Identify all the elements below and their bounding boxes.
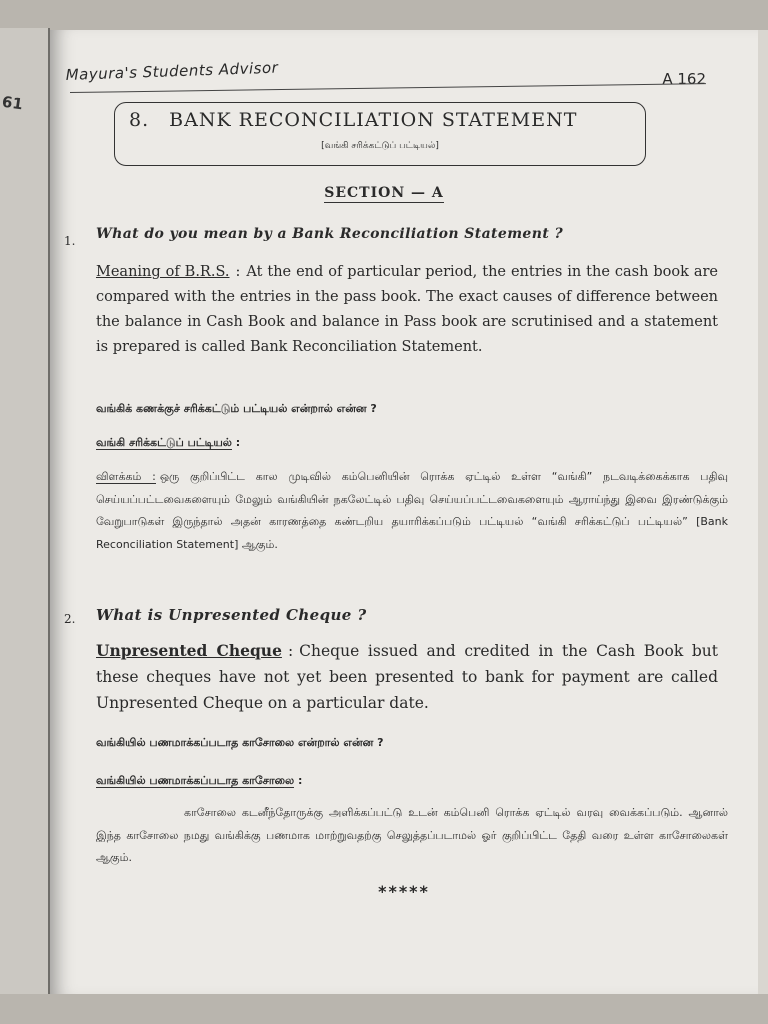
answer-1-term: Meaning of B.R.S. <box>96 264 230 280</box>
answer-2-tamil-text: காசோலை கடனீந்தோருக்கு அளிக்கப்பட்டு உடன் கம்பெனி ரொக்க ஏட்டில் வரவு வைக்கப்படும். ஆனால் இந்த காசோலை நமது வங்கிக்கு பணமாக மாற்றுவதற்கு செலுத்தப்படாமல் ஓர் குறிப்பிட்ட தேதி வரை உள்ள காசோலைகள் ஆகும். <box>96 806 728 864</box>
answer-1-colon: : <box>235 264 241 280</box>
question-1-text: What do you mean by a Bank Reconciliation Statement ? <box>96 226 564 242</box>
chapter-title <box>129 109 633 131</box>
section-heading <box>50 182 758 201</box>
table-surface-top <box>0 0 768 30</box>
answer-2-term: Unpresented Cheque <box>96 641 282 660</box>
question-2-number: 2. <box>64 612 76 626</box>
chapter-title-box <box>114 102 646 166</box>
answer-2-tamil-heading-text: வங்கியில் பணமாக்கப்படாத காசோலை <box>96 774 295 787</box>
question-1-tamil: வங்கிக் கணக்குச் சரிக்கட்டும் பட்டியல் என்றால் என்ன ? <box>96 402 377 415</box>
answer-1-tamil-heading <box>96 436 240 451</box>
chapter-title-tamil: [வங்கி சரிக்கட்டுப் பட்டியல்] <box>321 141 439 151</box>
chapter-title-text: BANK RECONCILIATION STATEMENT <box>169 109 578 131</box>
answer-1-tamil-heading-colon: : <box>235 436 241 449</box>
answer-1-tamil-body <box>96 466 728 556</box>
answer-1-tamil-lead: விளக்கம் : <box>96 470 156 483</box>
answer-2-colon: : <box>287 642 294 660</box>
question-1-answer <box>96 260 718 360</box>
answer-1-tamil-text: ஒரு குறிப்பிட்ட கால முடிவில் கம்பெனியின் ரொக்க ஏட்டில் உள்ள “வங்கி” நடவடிக்கைக்காக பதிவு செய்யப்பட்டவைகளையும் மேலும் வங்கியின் நகலேட்டில் பதிவு செய்யப்பட்டவைகளையும் ஆராய்ந்து இவை இரண்டுக்கும் வேறுபாடுகள் இருந்தால் அதன் காரணத்தை கண்டறிய தயாரிக்கப்படும் பட்டியல் “வங்கி சரிக்கட்டுப் பட்டியல்” [Bank Reconciliation Statement] ஆகும். <box>96 470 728 551</box>
question-2-tamil: வங்கியில் பணமாக்கப்படாத காசோலை என்றால் என்ன ? <box>96 736 384 749</box>
answer-2-tamil-heading <box>96 774 302 789</box>
previous-page-edge <box>0 28 50 994</box>
chapter-number: 8. <box>129 109 150 131</box>
answer-2-tamil-heading-colon: : <box>297 774 303 787</box>
table-surface-bottom <box>0 994 768 1024</box>
answer-1-tamil-heading-text: வங்கி சரிக்கட்டுப் பட்டியல் <box>96 436 232 449</box>
answer-2-body: Cheque issued and credited in the Cash Book but these cheques have not yet been presented to bank for payment are called Unpresented Cheque on a particular date. <box>96 642 718 712</box>
end-marker: ***** <box>378 882 430 901</box>
publisher-brand: Mayura's Students Advisor <box>65 58 279 84</box>
question-2-text: What is Unpresented Cheque ? <box>96 606 367 624</box>
question-2-answer <box>96 638 718 716</box>
question-1-number: 1. <box>64 234 76 248</box>
section-heading-text: SECTION — A <box>324 185 444 201</box>
answer-2-tamil-body <box>96 802 728 870</box>
previous-page-number: 61 <box>0 92 25 114</box>
page-code: A 162 <box>662 70 706 88</box>
answer-1-body: At the end of particular period, the entries in the cash book are compared with the entries in the pass book. The exact causes of difference between the balance in Cash Book and balance in Pass book are scrutinised and a statement is prepared is called Bank Reconciliation Statement. <box>96 264 718 355</box>
book-page <box>50 30 758 994</box>
